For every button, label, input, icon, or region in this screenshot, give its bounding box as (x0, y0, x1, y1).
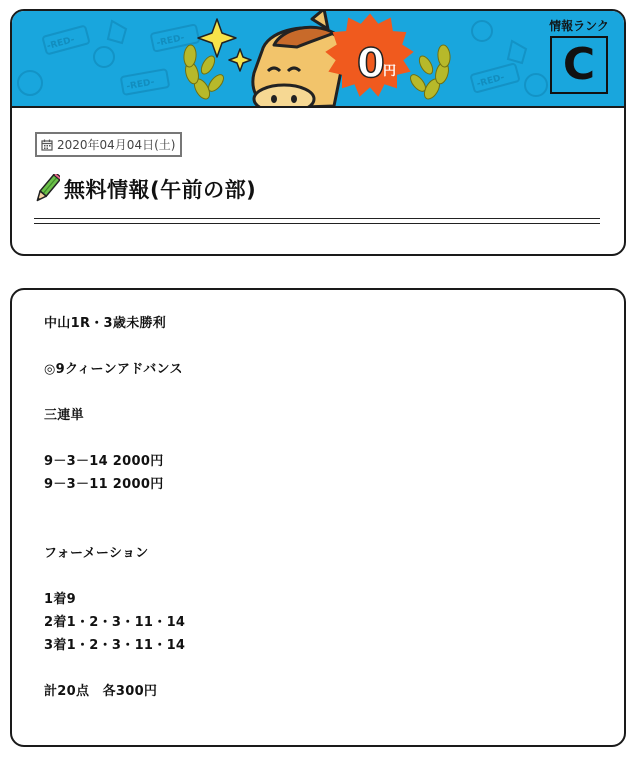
content-line: 3着1・2・3・11・14 (44, 638, 186, 653)
content-line: 三連単 (44, 408, 84, 423)
blank-line (44, 565, 584, 588)
post-content (44, 312, 584, 703)
post-title: 無料情報(午前の部) (64, 178, 257, 202)
info-rank-value: C (550, 36, 608, 94)
info-rank-label: 情報ランク (549, 19, 609, 33)
price-number: 0 (357, 41, 385, 87)
post-date-text: 2020年04月04日(土) (57, 138, 176, 152)
blank-line (44, 381, 584, 404)
content-line: フォーメーション (44, 546, 149, 561)
post-body-card (10, 288, 626, 747)
content-line: 1着9 (44, 592, 76, 607)
calendar-icon (41, 139, 53, 151)
content-line: 中山1R・3歳未勝利 (44, 316, 167, 331)
bg-tag-text: -RED- (45, 34, 76, 52)
laurel-right-icon (408, 45, 451, 102)
content-line: ◎9クィーンアドバンス (44, 362, 183, 377)
pencil-icon (34, 174, 60, 204)
bg-tag-text: -RED- (125, 77, 156, 93)
post-title-row (34, 174, 256, 204)
blank-line (44, 335, 584, 358)
bg-tag-text: -RED- (475, 72, 506, 90)
blank-line (44, 427, 584, 450)
blank-line (44, 519, 584, 542)
price-unit: 円 (383, 64, 397, 79)
blank-line (44, 657, 584, 680)
laurel-left-icon (183, 45, 226, 102)
blank-line (44, 496, 584, 519)
bg-tag-text: -RED- (155, 33, 186, 49)
content-line: 9－3－14 2000円 (44, 454, 164, 469)
title-divider (34, 218, 600, 224)
horse-mascot-icon (253, 11, 344, 108)
content-line: 2着1・2・3・11・14 (44, 615, 186, 630)
banner-artwork (12, 11, 624, 108)
post-header-card (10, 9, 626, 256)
content-line: 計20点 各300円 (44, 684, 158, 699)
post-date-badge (35, 132, 182, 157)
free-info-banner (12, 11, 624, 108)
content-line: 9－3－11 2000円 (44, 477, 164, 492)
info-rank-box (548, 17, 610, 94)
